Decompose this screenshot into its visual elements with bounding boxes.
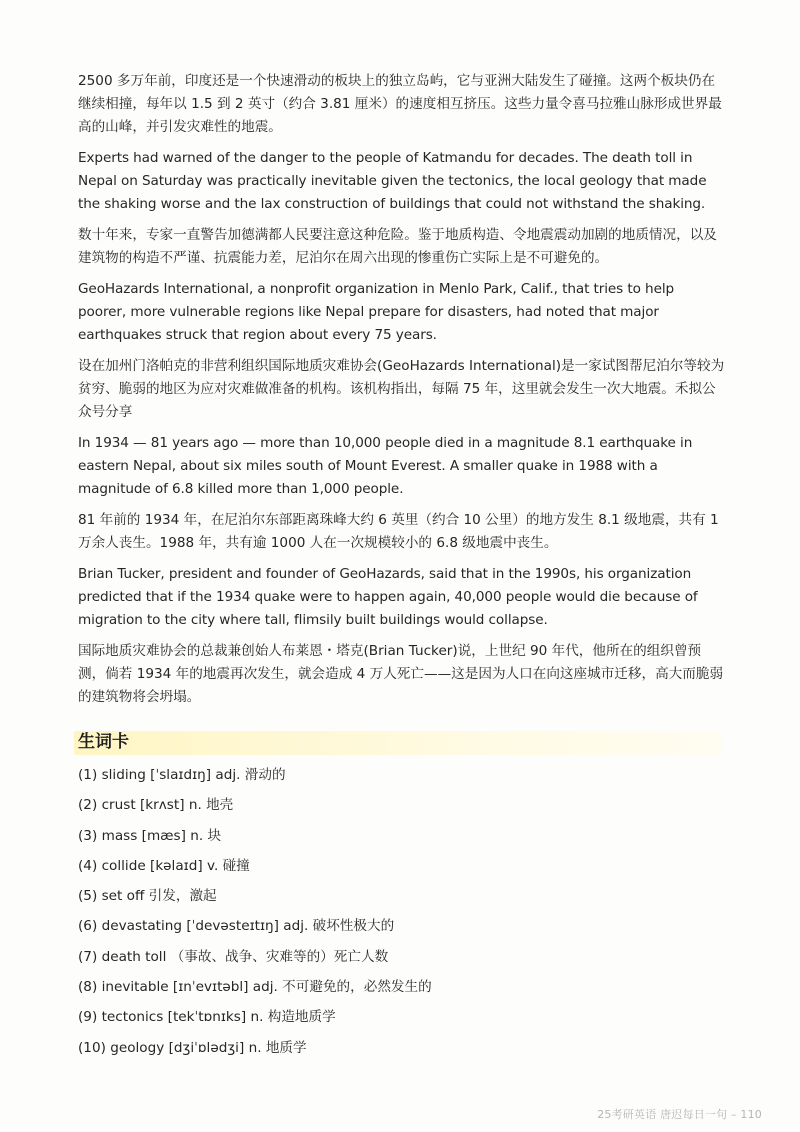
vocab-item: (8) inevitable [ɪnˈevɪtəbl] adj. 不可避免的，必然发生的 bbox=[78, 979, 432, 996]
vocab-item: (10) geology [dʒiˈɒlədʒi] n. 地质学 bbox=[78, 1039, 307, 1056]
paragraph-zh-1: 2500 多万年前，印度还是一个快速滑动的板块上的独立岛屿，它与亚洲大陆发生了碰撞。这两个板块仍在继续相撞，每年以 1.5 到 2 英寸（约合 3.81 厘米）的速度相互挤压。这些力量令喜马拉雅山脉形成世界最高的山峰，并引发灾难性的地震。 bbox=[78, 73, 722, 135]
vocab-heading: 生词卡 bbox=[78, 732, 129, 752]
paragraph-en-1: Experts had warned of the danger to the people of Katmandu for decades. The death toll in Nepal on Saturday was practically inevitable given the tectonics, the local geology that made the shaking worse and the lax construction of buildings that could not withstand the shaking. bbox=[78, 150, 707, 212]
page-footer: 25考研英语 唐迟每日一句 – 110 bbox=[597, 1108, 762, 1121]
vocab-item: (6) devastating [ˈdevəsteɪtɪŋ] adj. 破坏性极大的 bbox=[78, 918, 395, 935]
paragraph-zh-3: 设在加州门洛帕克的非营利组织国际地质灾难协会(GeoHazards International)是一家试图帮尼泊尔等较为贫穷、脆弱的地区为应对灾难做准备的机构。该机构指出，每隔 75 年，这里就会发生一次大地震。禾拟公众号分享 bbox=[78, 358, 725, 420]
vocab-section-heading bbox=[78, 727, 726, 757]
vocab-item: (3) mass [mæs] n. 块 bbox=[78, 827, 222, 844]
article-page bbox=[78, 70, 726, 1068]
paragraph-zh-2: 数十年来，专家一直警告加德满都人民要注意这种危险。鉴于地质构造、令地震震动加剧的地质情况，以及建筑物的构造不严谨、抗震能力差，尼泊尔在周六出现的惨重伤亡实际上是不可避免的。 bbox=[78, 227, 717, 266]
vocab-item: (4) collide [kəlaɪd] v. 碰撞 bbox=[78, 857, 250, 874]
vocab-item: (2) crust [krʌst] n. 地壳 bbox=[78, 797, 234, 814]
paragraph-en-2: GeoHazards International, a nonprofit organization in Menlo Park, Calif., that tries to help poorer, more vulnerable regions like Nepal prepare for disasters, had noted that major earthquakes struck that region about every 75 years. bbox=[78, 281, 675, 343]
vocab-item: (9) tectonics [tekˈtɒnɪks] n. 构造地质学 bbox=[78, 1009, 336, 1026]
paragraph-en-3: In 1934 — 81 years ago — more than 10,000 people died in a magnitude 8.1 earthquake in eastern Nepal, about six miles south of Mount Everest. A smaller quake in 1988 with a magnitude of 6.8 killed more than 1,000 people. bbox=[78, 435, 693, 497]
vocab-list bbox=[78, 765, 726, 1068]
vocab-item: (1) sliding [ˈslaɪdɪŋ] adj. 滑动的 bbox=[78, 767, 286, 783]
paragraph-zh-5: 国际地质灾难协会的总裁兼创始人布莱恩・塔克(Brian Tucker)说，上世纪 90 年代，他所在的组织曾预测，倘若 1934 年的地震再次发生，就会造成 4 万人死亡——这是因为人口在向这座城市迁移，高大而脆弱的建筑物将会坍塌。 bbox=[78, 643, 724, 705]
paragraph-en-4: Brian Tucker, president and founder of GeoHazards, said that in the 1990s, his organization predicted that if the 1934 quake were to happen again, 40,000 people would die because of migration to the city where tall, flimsily built buildings would collapse. bbox=[78, 566, 698, 628]
vocab-item: (5) set off 引发，激起 bbox=[78, 888, 217, 905]
vocab-item: (7) death toll （事故、战争、灾难等的）死亡人数 bbox=[78, 948, 389, 965]
paragraph-zh-4: 81 年前的 1934 年，在尼泊尔东部距离珠峰大约 6 英里（约合 10 公里）的地方发生 8.1 级地震，共有 1 万余人丧生。1988 年，共有逾 1000 人在一次规模较小的 6.8 级地震中丧生。 bbox=[78, 512, 719, 551]
